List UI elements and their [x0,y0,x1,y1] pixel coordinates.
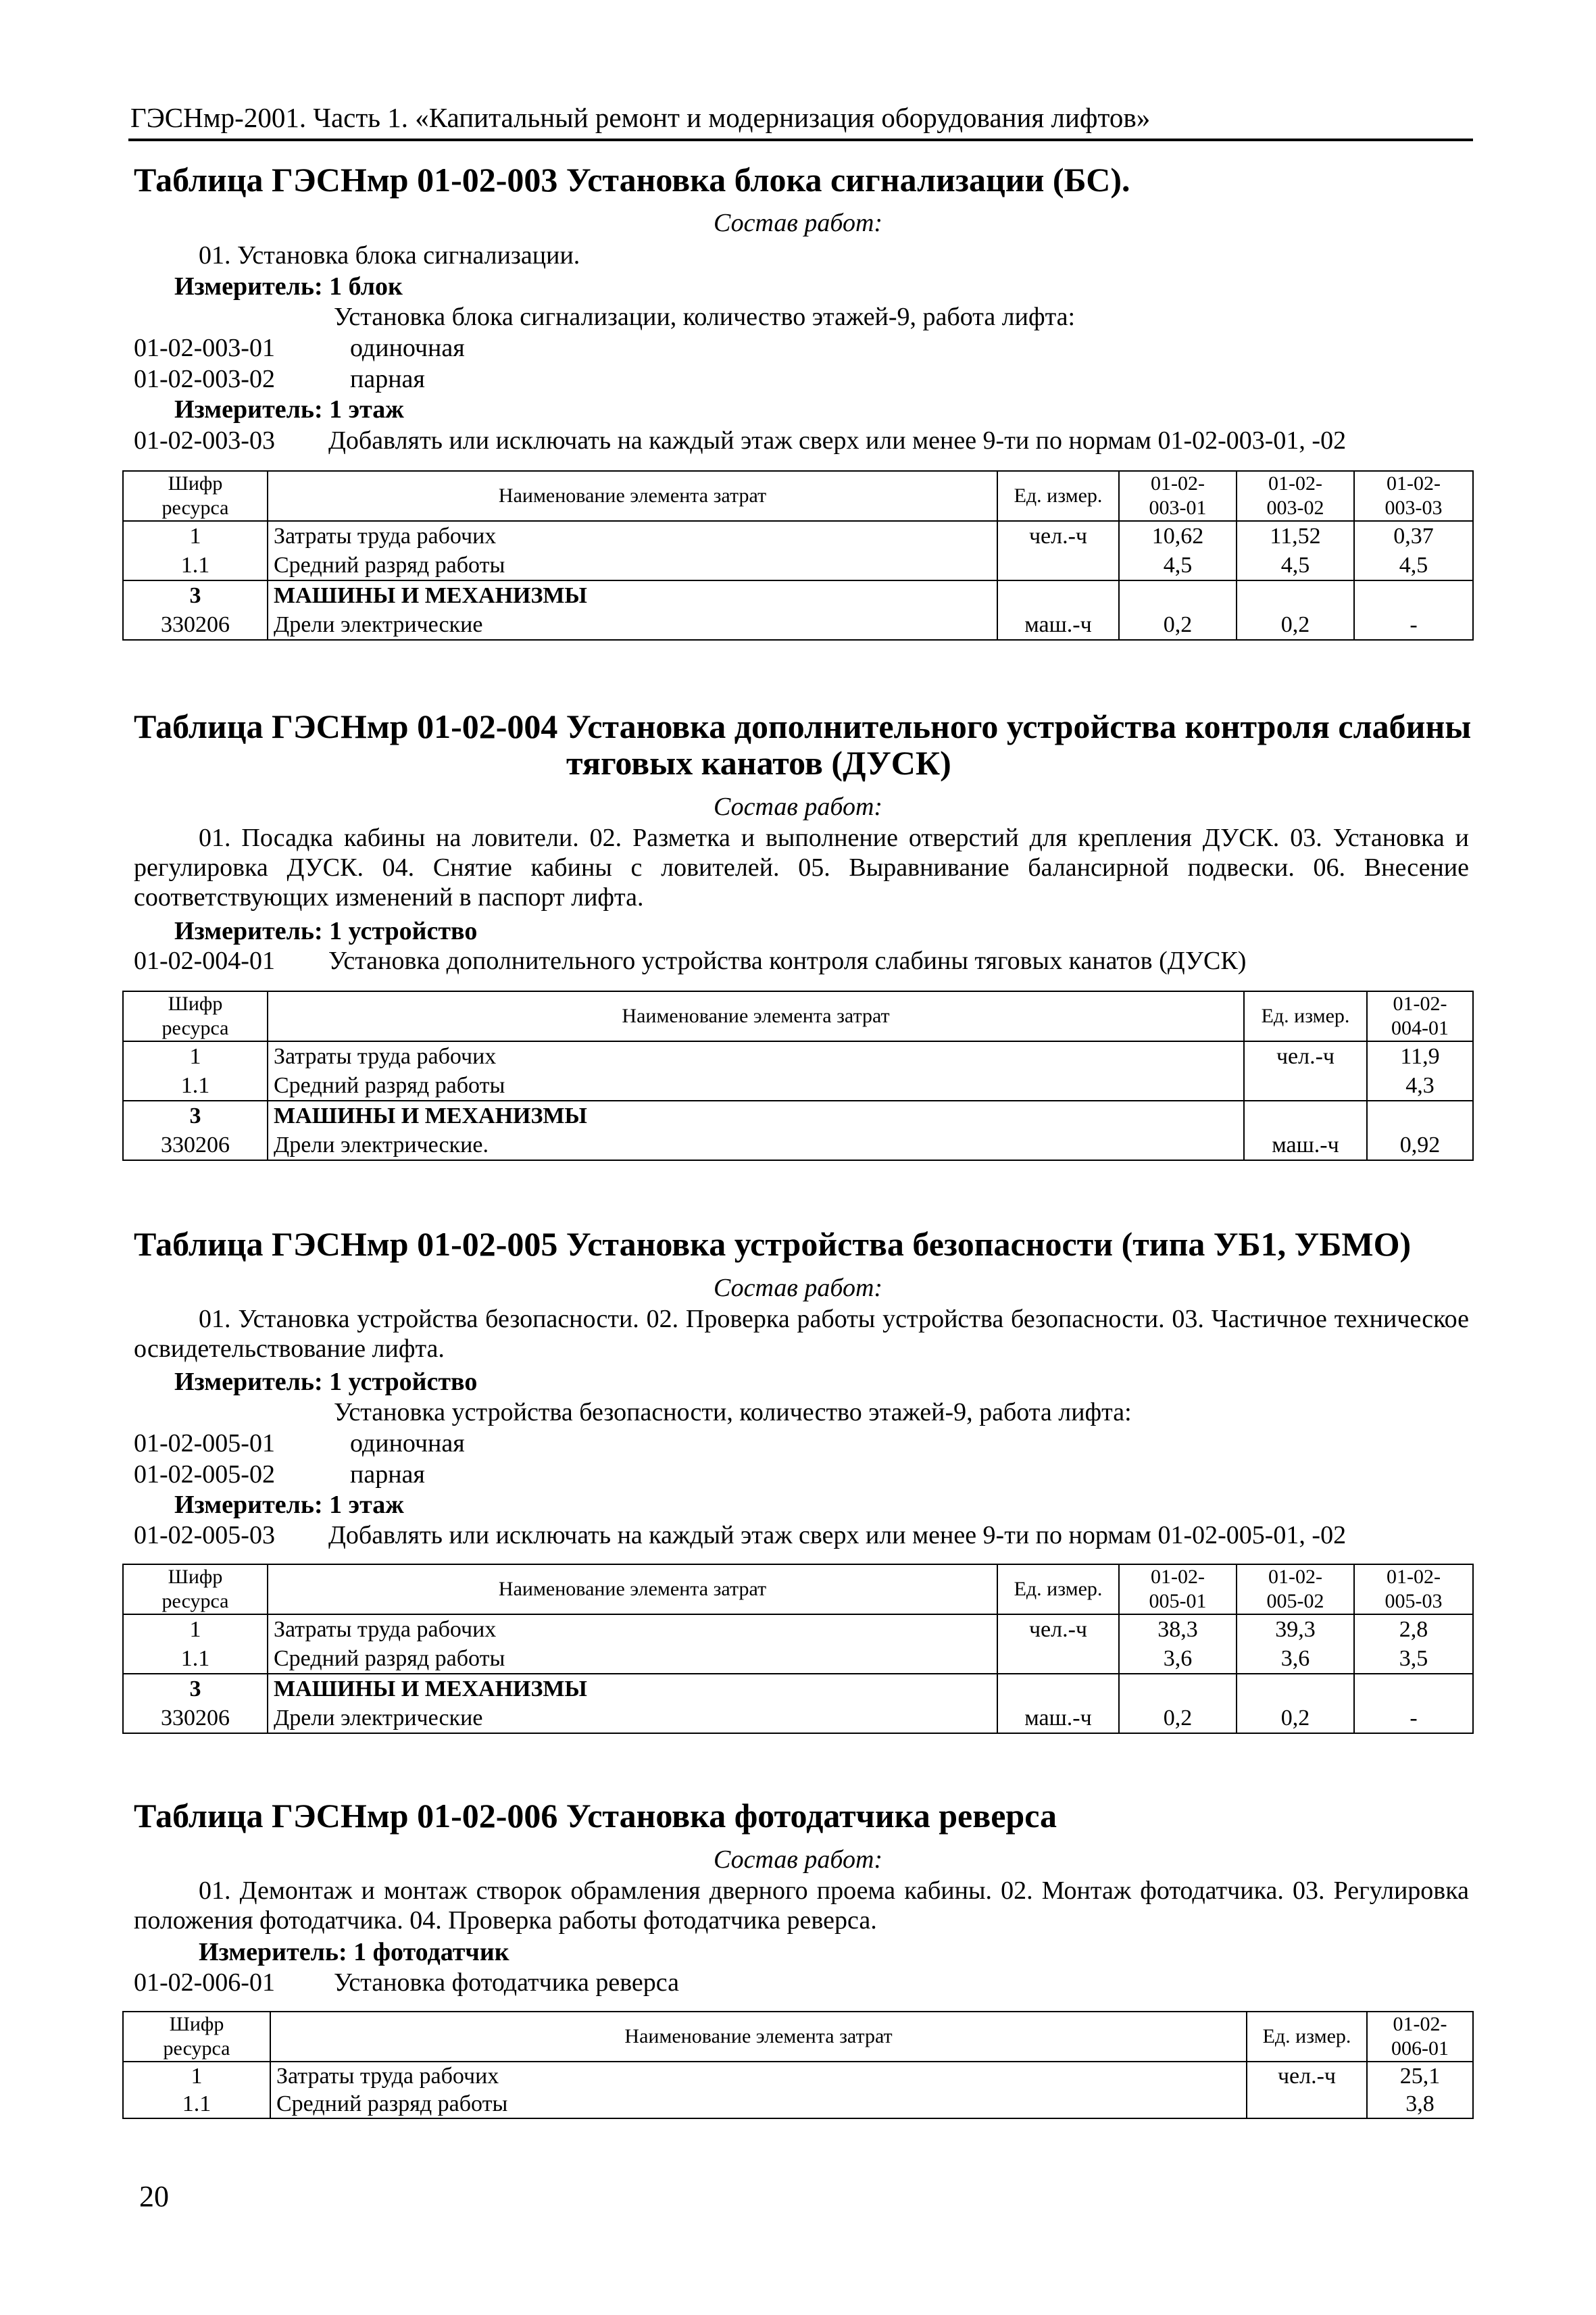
cell-code: 1 [123,1041,268,1071]
table-row [123,551,1473,580]
col-norm-header [1237,1564,1354,1614]
cell-name: Дрели электрические. [268,1130,1244,1160]
col-norm-l2: 004-01 [1391,1017,1449,1039]
col-norm-header [1354,471,1473,521]
col-norm-l2: 003-01 [1149,497,1207,519]
col-norm-header [1119,471,1237,521]
cell-value [1367,1101,1473,1130]
cell-name: Средний разряд работы [268,1644,997,1674]
code-01-02-003-01: 01-02-003-01 [134,334,275,362]
col-norm-l2: 005-02 [1266,1590,1324,1612]
table-003-title: Таблица ГЭСНмр 01-02-003 Установка блока сигнализации (БС). [134,161,1130,199]
cell-code: 330206 [123,1130,268,1160]
cell-value [1354,1674,1473,1703]
col-norm-header [1367,991,1473,1041]
cell-value: 4,5 [1237,551,1354,580]
cell-code: 330206 [123,1703,268,1733]
code-01-02-005-03: 01-02-005-03 [134,1521,275,1549]
col-unit-header: Ед. измер. [997,471,1119,521]
cell-name: МАШИНЫ И МЕХАНИЗМЫ [268,580,997,610]
cell-name: Средний разряд работы [268,551,997,580]
col-norm-l1: 01-02- [1151,1566,1205,1588]
code-01-02-005-02: 01-02-005-02 [134,1460,275,1489]
table-header-row [123,2012,1473,2062]
table-row [123,1703,1473,1733]
cell-code: 1.1 [123,2090,270,2118]
cell-value: 10,62 [1119,521,1237,551]
cell-name: Затраты труда рабочих [268,1041,1244,1071]
col-norm-l1: 01-02- [1387,472,1441,495]
cell-value: 3,6 [1119,1644,1237,1674]
cell-unit: чел.-ч [1244,1041,1367,1071]
col-code-l2: ресурса [161,1017,229,1039]
cell-unit [1244,1071,1367,1101]
col-code-l2: ресурса [161,497,229,519]
col-code-l1: Шифр [169,2013,224,2035]
header-rule [128,139,1473,141]
cell-value: - [1354,610,1473,640]
col-code-l1: Шифр [168,472,223,495]
col-norm-header [1237,471,1354,521]
cell-value: 11,52 [1237,521,1354,551]
col-name-header: Наименование элемента затрат [268,471,997,521]
cell-value: 4,3 [1367,1071,1473,1101]
col-code-l1: Шифр [168,1566,223,1588]
cell-name: Дрели электрические [268,1703,997,1733]
table-004-title-line1: Таблица ГЭСНмр 01-02-004 Установка дополнительного устройства контроля слабины [134,707,1472,745]
cell-code: 1.1 [123,1644,268,1674]
cell-value [1119,1674,1237,1703]
cell-unit [997,1674,1119,1703]
cell-unit [997,1644,1119,1674]
col-norm-header [1119,1564,1237,1614]
cell-unit [997,551,1119,580]
col-code-l2: ресурса [163,2037,230,2060]
cell-name: Затраты труда рабочих [268,521,997,551]
cell-unit: чел.-ч [1247,2062,1367,2090]
table-row [123,1130,1473,1160]
col-unit-header: Ед. измер. [1247,2012,1367,2062]
table-006-work: 01. Демонтаж и монтаж створок обрамления дверного проема кабины. 02. Монтаж фотодатчика. 03. Регулировка положения фотодатчика. 04. Проверка работы фотодатчика реверса. [134,1876,1469,1935]
table-row [123,1614,1473,1644]
table-006-measure-1: Измеритель: 1 фотодатчик [199,1938,509,1966]
table-003-measure-1: Измеритель: 1 блок [174,272,403,301]
table-row [123,610,1473,640]
table-row [123,521,1473,551]
table-005 [122,1564,1474,1734]
cell-value: 3,5 [1354,1644,1473,1674]
col-code-l2: ресурса [161,1590,229,1612]
table-004-sostav: Состав работ: [714,793,883,821]
col-code-header [123,1564,268,1614]
table-003-description: Установка блока сигнализации, количество этажей-9, работа лифта: [334,303,1076,331]
cell-code: 3 [123,1101,268,1130]
cell-name: МАШИНЫ И МЕХАНИЗМЫ [268,1101,1244,1130]
table-006-title: Таблица ГЭСНмр 01-02-006 Установка фотодатчика реверса [134,1797,1057,1835]
table-006-sostav: Состав работ: [714,1845,883,1874]
col-norm-l1: 01-02- [1268,1566,1322,1588]
code-01-02-003-03-name: Добавлять или исключать на каждый этаж сверх или менее 9-ти по нормам 01-02-003-01, -02 [328,426,1347,455]
col-norm-header [1367,2012,1473,2062]
table-006 [122,2011,1474,2119]
table-header-row [123,1564,1473,1614]
col-name-header: Наименование элемента затрат [270,2012,1247,2062]
col-norm-l1: 01-02- [1387,1566,1441,1588]
cell-code: 3 [123,580,268,610]
cell-unit: маш.-ч [1244,1130,1367,1160]
table-004 [122,991,1474,1161]
col-norm-l1: 01-02- [1151,472,1205,495]
cell-code: 1 [123,1614,268,1644]
table-row [123,1674,1473,1703]
cell-value: 3,6 [1237,1644,1354,1674]
code-01-02-003-01-name: одиночная [350,334,465,362]
cell-name: Затраты труда рабочих [268,1614,997,1644]
table-004-measure-1: Измеритель: 1 устройство [174,917,478,945]
cell-value: 11,9 [1367,1041,1473,1071]
cell-unit [1247,2090,1367,2118]
table-row [123,1644,1473,1674]
col-norm-header [1354,1564,1473,1614]
cell-name: Дрели электрические [268,610,997,640]
table-row [123,1041,1473,1071]
cell-value: 3,8 [1367,2090,1473,2118]
cell-code: 3 [123,1674,268,1703]
col-code-l1: Шифр [168,993,223,1015]
cell-unit: чел.-ч [997,1614,1119,1644]
cell-value [1237,1674,1354,1703]
table-005-measure-1: Измеритель: 1 устройство [174,1368,478,1396]
code-01-02-003-02-name: парная [350,365,425,393]
col-norm-l2: 003-03 [1385,497,1443,519]
cell-value: - [1354,1703,1473,1733]
cell-name: Затраты труда рабочих [270,2062,1247,2090]
code-01-02-005-01-name: одиночная [350,1429,465,1458]
cell-name: Средний разряд работы [270,2090,1247,2118]
code-01-02-005-03-name: Добавлять или исключать на каждый этаж сверх или менее 9-ти по нормам 01-02-005-01, -02 [328,1521,1347,1549]
table-004-title-line2: тяговых канатов (ДУСК) [566,744,951,782]
col-norm-l1: 01-02- [1393,2013,1447,2035]
cell-unit: маш.-ч [997,610,1119,640]
col-code-header [123,471,268,521]
table-005-sostav: Состав работ: [714,1274,883,1302]
cell-value [1354,580,1473,610]
code-01-02-005-01: 01-02-005-01 [134,1429,275,1458]
col-norm-l2: 005-03 [1385,1590,1443,1612]
table-row [123,580,1473,610]
table-003 [122,470,1474,641]
cell-code: 1 [123,2062,270,2090]
code-01-02-003-03: 01-02-003-03 [134,426,275,455]
cell-value: 4,5 [1119,551,1237,580]
col-unit-header: Ед. измер. [997,1564,1119,1614]
cell-value: 2,8 [1354,1614,1473,1644]
col-name-header: Наименование элемента затрат [268,991,1244,1041]
code-01-02-005-02-name: парная [350,1460,425,1489]
cell-code: 1 [123,521,268,551]
table-row [123,1101,1473,1130]
code-01-02-003-02: 01-02-003-02 [134,365,275,393]
page-number: 20 [139,2180,169,2213]
cell-code: 330206 [123,610,268,640]
cell-name: МАШИНЫ И МЕХАНИЗМЫ [268,1674,997,1703]
col-norm-l2: 006-01 [1391,2037,1449,2060]
table-row [123,2062,1473,2090]
table-row [123,1071,1473,1101]
cell-unit: чел.-ч [997,521,1119,551]
running-header: ГЭСНмр-2001. Часть 1. «Капитальный ремонт и модернизация оборудования лифтов» [130,102,1151,133]
cell-name: Средний разряд работы [268,1071,1244,1101]
cell-value [1237,580,1354,610]
cell-value: 4,5 [1354,551,1473,580]
cell-value: 0,37 [1354,521,1473,551]
cell-code: 1.1 [123,551,268,580]
cell-unit [997,580,1119,610]
col-unit-header: Ед. измер. [1244,991,1367,1041]
cell-value: 0,2 [1237,1703,1354,1733]
table-005-title: Таблица ГЭСНмр 01-02-005 Установка устройства безопасности (типа УБ1, УБМО) [134,1225,1412,1263]
cell-unit [1244,1101,1367,1130]
col-code-header [123,991,268,1041]
cell-value: 0,2 [1119,610,1237,640]
table-004-work: 01. Посадка кабины на ловители. 02. Разметка и выполнение отверстий для крепления ДУСК. 03. Установка и регулировка ДУСК. 04. Снятие кабины с ловителей. 05. Выравнивание балансирной подвески. 06. Внесение соответствующих изменений в паспорт лифта. [134,824,1469,912]
col-norm-l2: 003-02 [1266,497,1324,519]
code-01-02-006-01-name: Установка фотодатчика реверса [334,1968,679,1997]
col-name-header: Наименование элемента затрат [268,1564,997,1614]
cell-value: 39,3 [1237,1614,1354,1644]
table-row [123,2090,1473,2118]
cell-value: 25,1 [1367,2062,1473,2090]
table-003-measure-2: Измеритель: 1 этаж [174,395,404,424]
table-003-work: 01. Установка блока сигнализации. [199,241,580,270]
code-01-02-004-01-name: Установка дополнительного устройства контроля слабины тяговых канатов (ДУСК) [328,947,1247,975]
col-norm-l1: 01-02- [1393,993,1447,1015]
cell-unit: маш.-ч [997,1703,1119,1733]
col-code-header [123,2012,270,2062]
cell-value: 0,2 [1237,610,1354,640]
table-003-sostav: Состав работ: [714,209,883,237]
table-005-description: Установка устройства безопасности, количество этажей-9, работа лифта: [334,1398,1132,1426]
table-005-work: 01. Установка устройства безопасности. 02. Проверка работы устройства безопасности. 03. Частичное техническое освидетельствование лифта. [134,1305,1469,1363]
code-01-02-006-01: 01-02-006-01 [134,1968,275,1997]
table-header-row [123,471,1473,521]
col-norm-l2: 005-01 [1149,1590,1207,1612]
cell-value [1119,580,1237,610]
table-005-measure-2: Измеритель: 1 этаж [174,1491,404,1519]
cell-value: 0,92 [1367,1130,1473,1160]
cell-value: 0,2 [1119,1703,1237,1733]
cell-code: 1.1 [123,1071,268,1101]
table-header-row [123,991,1473,1041]
col-norm-l1: 01-02- [1268,472,1322,495]
code-01-02-004-01: 01-02-004-01 [134,947,275,975]
cell-value: 38,3 [1119,1614,1237,1644]
